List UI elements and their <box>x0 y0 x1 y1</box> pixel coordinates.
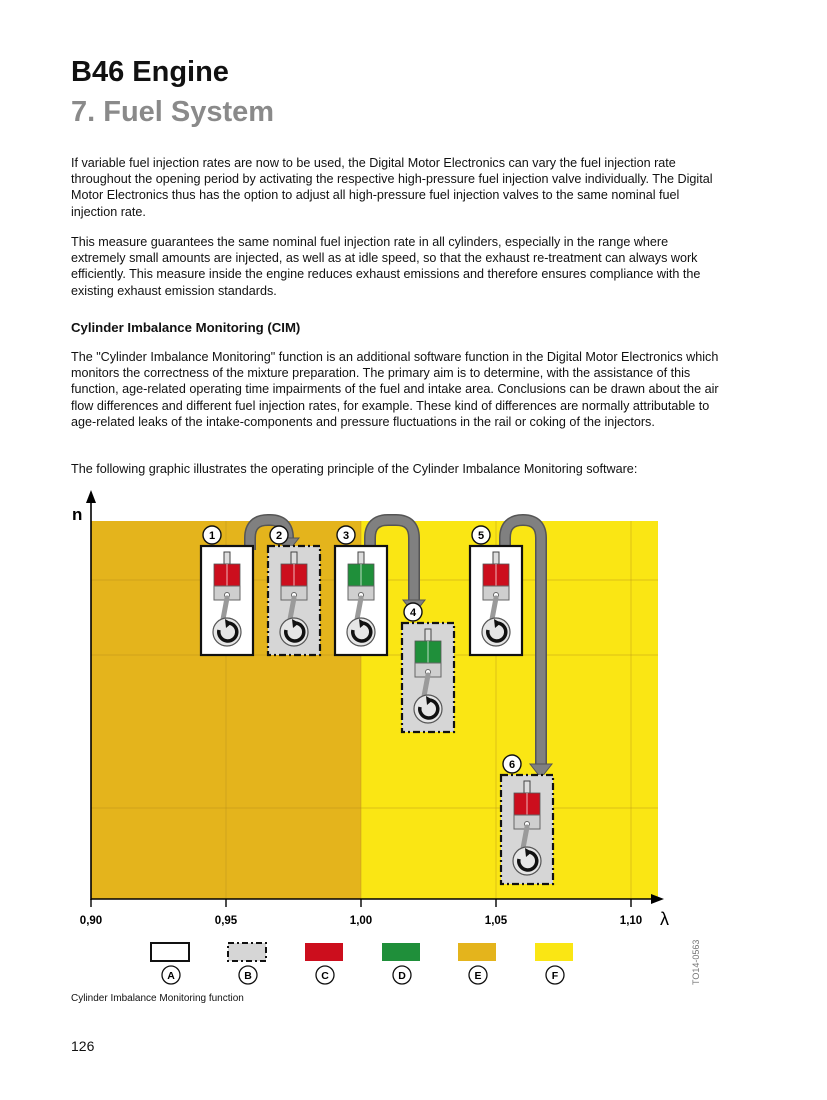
legend-item-d <box>382 943 420 984</box>
x-tick-label: 0,95 <box>214 915 238 927</box>
legend-swatch <box>535 943 573 961</box>
x-tick-label: 1,10 <box>619 915 643 927</box>
step-number-label: 2 <box>275 530 283 542</box>
paragraph-injection-rate: If variable fuel injection rates are now to be used, the Digital Motor Electronics can vary the fuel injection rate throughout the opening period by activating the respective high-pressure fuel injection valve individually. The Digital Motor Electronics thus has the option to adjust all high-pressure fuel injection valves to the same nominal fuel injection rate. <box>71 156 713 219</box>
step-number-label: 1 <box>208 530 216 542</box>
figure-code: TO14-0563 <box>691 939 701 985</box>
legend-letter: E <box>474 970 482 982</box>
figure-caption: Cylinder Imbalance Monitoring function <box>71 993 244 1004</box>
injector-icon <box>425 629 431 641</box>
paragraph-nominal-rate: This measure guarantees the same nominal fuel injection rate in all cylinders, especially in the range where extremely small amounts are injected, as well as at idle speed, so that the exhaust re-treatment can always work efficiently. This measure inside the engine reduces exhaust emissions and therefore ensures compliance with the existing exhaust emission standards. <box>71 235 701 298</box>
legend-letter: C <box>321 970 329 982</box>
legend-item-e <box>458 943 496 984</box>
y-axis-label: n <box>72 505 83 524</box>
legend-letter: A <box>167 970 175 982</box>
page-number: 126 <box>71 1038 95 1054</box>
step-number-label: 3 <box>342 530 350 542</box>
injector-icon <box>358 552 364 564</box>
cylinder-step-1 <box>201 526 253 655</box>
legend-swatch <box>151 943 189 961</box>
legend-item-a <box>151 943 189 984</box>
legend-swatch <box>305 943 343 961</box>
step-number-label: 5 <box>477 530 485 542</box>
paragraph-graphic-intro: The following graphic illustrates the operating principle of the Cylinder Imbalance Monitoring software: <box>71 462 638 476</box>
legend-letter: D <box>398 970 406 982</box>
injector-icon <box>524 781 530 793</box>
section-heading: Cylinder Imbalance Monitoring (CIM) <box>71 320 301 335</box>
page-subtitle: 7. Fuel System <box>71 96 275 128</box>
legend-item-b <box>228 943 266 984</box>
x-tick-label: 1,05 <box>484 915 508 927</box>
x-tick-label: 0,90 <box>79 915 103 927</box>
x-axis-label: λ <box>660 909 669 929</box>
legend-swatch <box>382 943 420 961</box>
injector-icon <box>291 552 297 564</box>
legend-letter: B <box>244 970 252 982</box>
x-tick-label: 1,00 <box>349 915 373 927</box>
y-axis-arrowhead <box>86 490 96 503</box>
cylinder-step-3 <box>335 526 387 655</box>
legend-item-f <box>535 943 573 984</box>
page-title: B46 Engine <box>71 56 229 88</box>
legend-swatch <box>228 943 266 961</box>
cylinder-step-5 <box>470 526 522 655</box>
legend-item-c <box>305 943 343 984</box>
legend-letter: F <box>551 970 559 982</box>
cim-diagram <box>60 488 720 993</box>
step-number-label: 6 <box>508 759 516 771</box>
injector-icon <box>224 552 230 564</box>
legend-swatch <box>458 943 496 961</box>
step-number-label: 4 <box>409 607 417 619</box>
paragraph-cim-description: The "Cylinder Imbalance Monitoring" function is an additional software function in the Digital Motor Electronics which monitors the correctness of the mixture preparation. The primary aim is to determine, with the assistance of this function, age-related operating time impairments of the fuel and intake area. Conclusions can be drawn about the air flow differences and different fuel injection rates, for example. These kind of differences are normally attributable to age-related leaks of the intake-components and pressure fluctuations in the rail or coking of the injectors. <box>71 350 719 429</box>
injector-icon <box>493 552 499 564</box>
